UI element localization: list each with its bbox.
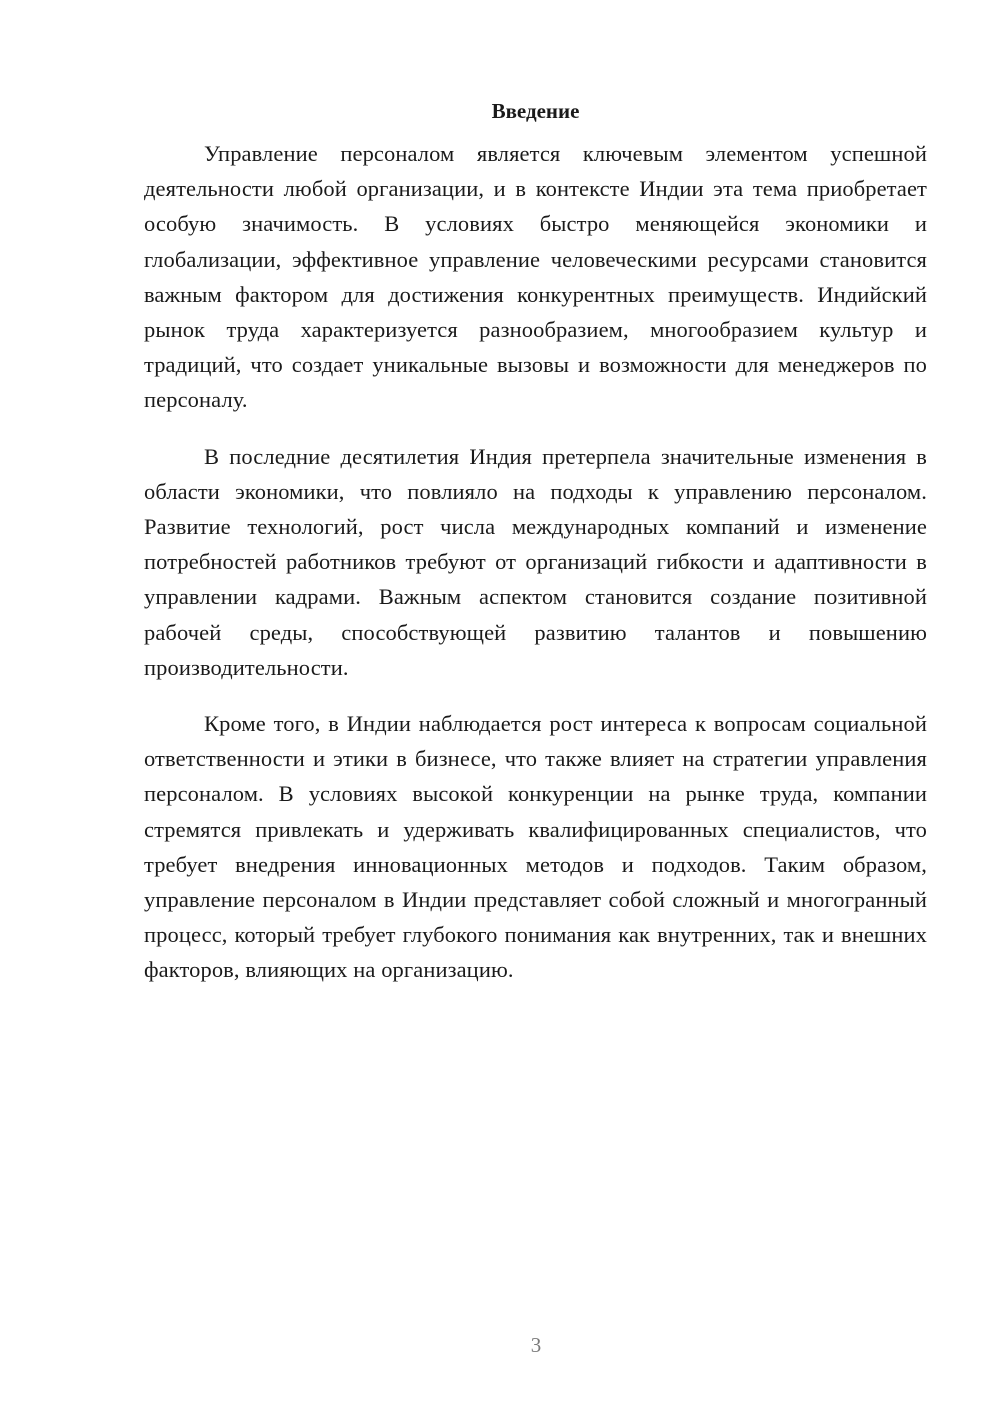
- paragraph-2: В последние десятилетия Индия претерпела значительные изменения в области экономики, что повлияло на подходы к управлению персоналом. Развитие технологий, рост числа международных компаний и изменение потребностей работников требуют от организаций гибкости и адаптивности в управлении кадрами. Важным аспектом становится создание позитивной рабочей среды, способствующей развитию талантов и повышению производительности.: [144, 443, 927, 680]
- page-number: 3: [530, 1333, 542, 1357]
- paragraph-1: Управление персоналом является ключевым элементом успешной деятельности любой организации, и в контексте Индии эта тема приобретает особую значимость. В условиях быстро меняющейся экономики и глобализации, эффективное управление человеческими ресурсами становится важным фактором для достижения конкурентных преимуществ. Индийский рынок труда характеризуется разнообразием, многообразием культур и традиций, что создает уникальные вызовы и возможности для менеджеров по персоналу.: [144, 141, 927, 413]
- paragraph-3: Кроме того, в Индии наблюдается рост интереса к вопросам социальной ответственности и этики в бизнесе, что также влияет на стратегии управления персоналом. В условиях высокой конкуренции на рынке труда, компании стремятся привлекать и удерживать квалифицированных специалистов, что требует внедрения инновационных методов и подходов. Таким образом, управление персоналом в Индии представляет собой сложный и многогранный процесс, который требует глубокого понимания как внутренних, так и внешних факторов, влияющих на организацию.: [144, 711, 927, 983]
- document-page: [144, 96, 927, 1009]
- section-title: Введение: [491, 99, 580, 123]
